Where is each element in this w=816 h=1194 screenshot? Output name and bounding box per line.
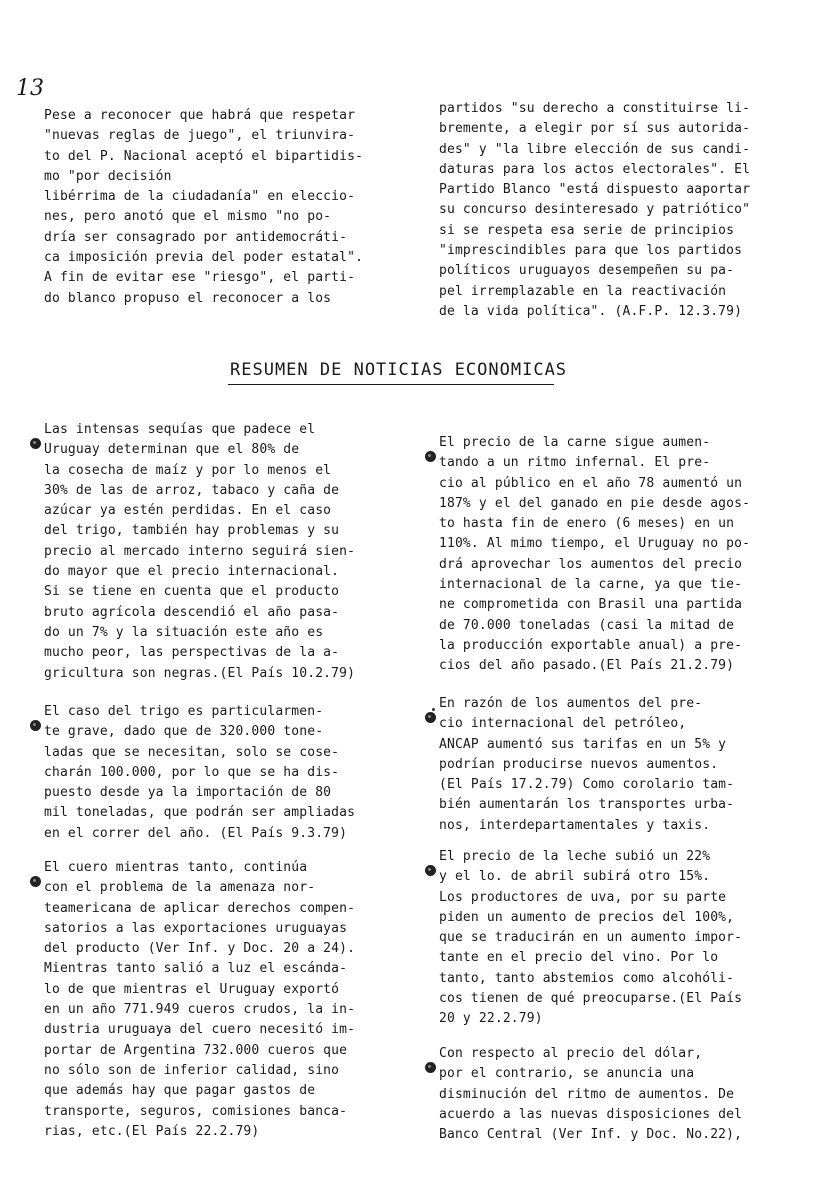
news-item-text: El precio de la carne sigue aumen- tando a un ritmo infernal. El pre- cio al público en el año 78 aumentó un 187% y el del ganado en pie desde agos- to hasta fin de enero (6 meses) en un 110%. Al mimo tiempo, el Uruguay no po- drá aprovechar los aumentos del precio internacional de la carne, ya que tie- ne comprometida con Brasil una partida de 70.000 toneladas (casi la mitad de la producción exportable anual) a pre- cios del año pasado.(El País 21.2.79): [439, 435, 751, 674]
news-item-text: El precio de la leche subió un 22% y el lo. de abril subirá otro 15%. Los productores de uva, por su parte piden un aumento de precios del 100%, que se traducirán en un aumento impor- tante en el precio del vino. Por lo tanto, tanto abstemios como alcohóli- cos tienen de qué preocuparse.(El País 20 y 22.2.79): [439, 849, 743, 1027]
news-item-text: El cuero mientras tanto, continúa con el problema de la amenaza nor- teamericana de aplicar derechos compen- satorios a las exportaciones uruguayas del producto (Ver Inf. y Doc. 20 a 24). Mientras tanto salió a luz el escánda- lo de que mientras el Uruguay exportó en un año 771.949 cueros crudos, la in- dustria uruguaya del cuero necesitó im- portar de Argentina 732.000 cueros que no sólo son de inferior calidad, sino que además hay que pagar gastos de transporte, seguros, comisiones banca- rias, etc.(El País 22.2.79): [44, 860, 356, 1139]
news-item-leather: [44, 858, 390, 1142]
bullet-icon: [30, 720, 41, 731]
bullet-icon: [30, 438, 41, 449]
ink-dot: [432, 708, 435, 711]
bullet-icon: [425, 1062, 436, 1073]
news-item-dry-season: [44, 420, 390, 684]
top-left-paragraph: Pese a reconocer que habrá que respetar "nuevas reglas de juego", el triunvira- to del P. Nacional aceptó el bipartidis- mo "por decisión libérrima de la ciudadanía" en eleccio- nes, pero anotó que el mismo "no po- dría ser consagrado por antidemocráti- ca imposición previa del poder estatal". A fin de evitar ese "riesgo", el parti- do blanco propuso el reconocer a los: [44, 108, 364, 306]
section-title-underline: [228, 384, 554, 385]
page-number: 13: [16, 76, 44, 101]
news-item-text: Con respecto al precio del dólar, por el contrario, se anuncia una disminución del ritmo de aumentos. De acuerdo a las nuevas disposiciones del Banco Central (Ver Inf. y Doc. No.22),: [439, 1046, 743, 1143]
news-item-meat-price: [439, 433, 779, 677]
section-title: RESUMEN DE NOTICIAS ECONOMICAS: [230, 360, 568, 380]
top-right-paragraph: partidos "su derecho a constituirse li- bremente, a elegir por sí sus autorida- des" y "la libre elección de sus candi- daturas para los actos electorales". El Partido Blanco "está dispuesto aaportar su concurso desinteresado y patriótico" si se respeta esa serie de principios "imprescindibles para que los partidos políticos uruguayos desempeñen su pa- pel irremplazable en la reactivación de la vida política". (A.F.P. 12.3.79): [439, 101, 751, 319]
bullet-icon: [425, 865, 436, 876]
news-item-milk-price: [439, 847, 779, 1030]
bullet-icon: [425, 712, 436, 723]
news-item-dollar-price: [439, 1044, 779, 1145]
bullet-icon: [425, 451, 436, 462]
news-item-text: Las intensas sequías que padece el Uruguay determinan que el 80% de la cosecha de maíz y por lo menos el 30% de las de arroz, tabaco y caña de azúcar ya estén perdidas. En el caso del trigo, también hay problemas y su precio al mercado interno seguirá sien- do mayor que el precio internacional. Si se tiene en cuenta que el producto bruto agrícola descendió el año pasa- do un 7% y la situación este año es mucho peor, las perspectivas de la a- gricultura son negras.(El País 10.2.79): [44, 422, 356, 681]
news-item-text: El caso del trigo es particularmen- te grave, dado que de 320.000 tone- ladas que se necesitan, solo se cose- charán 100.000, por lo que se ha dis- puesto desde ya la importación de 80 mil toneladas, que podrán ser ampliadas en el correr del año. (El País 9.3.79): [44, 704, 356, 841]
news-item-oil-price: [439, 694, 779, 836]
bullet-icon: [30, 876, 41, 887]
news-item-text: En razón de los aumentos del pre- cio internacional del petróleo, ANCAP aumentó sus tarifas en un 5% y podrían producirse nuevos aumentos. (El País 17.2.79) Como corolario tam- bién aumentarán los transportes urba- nos, interdepartamentales y taxis.: [439, 696, 735, 833]
news-item-wheat: [44, 702, 390, 844]
